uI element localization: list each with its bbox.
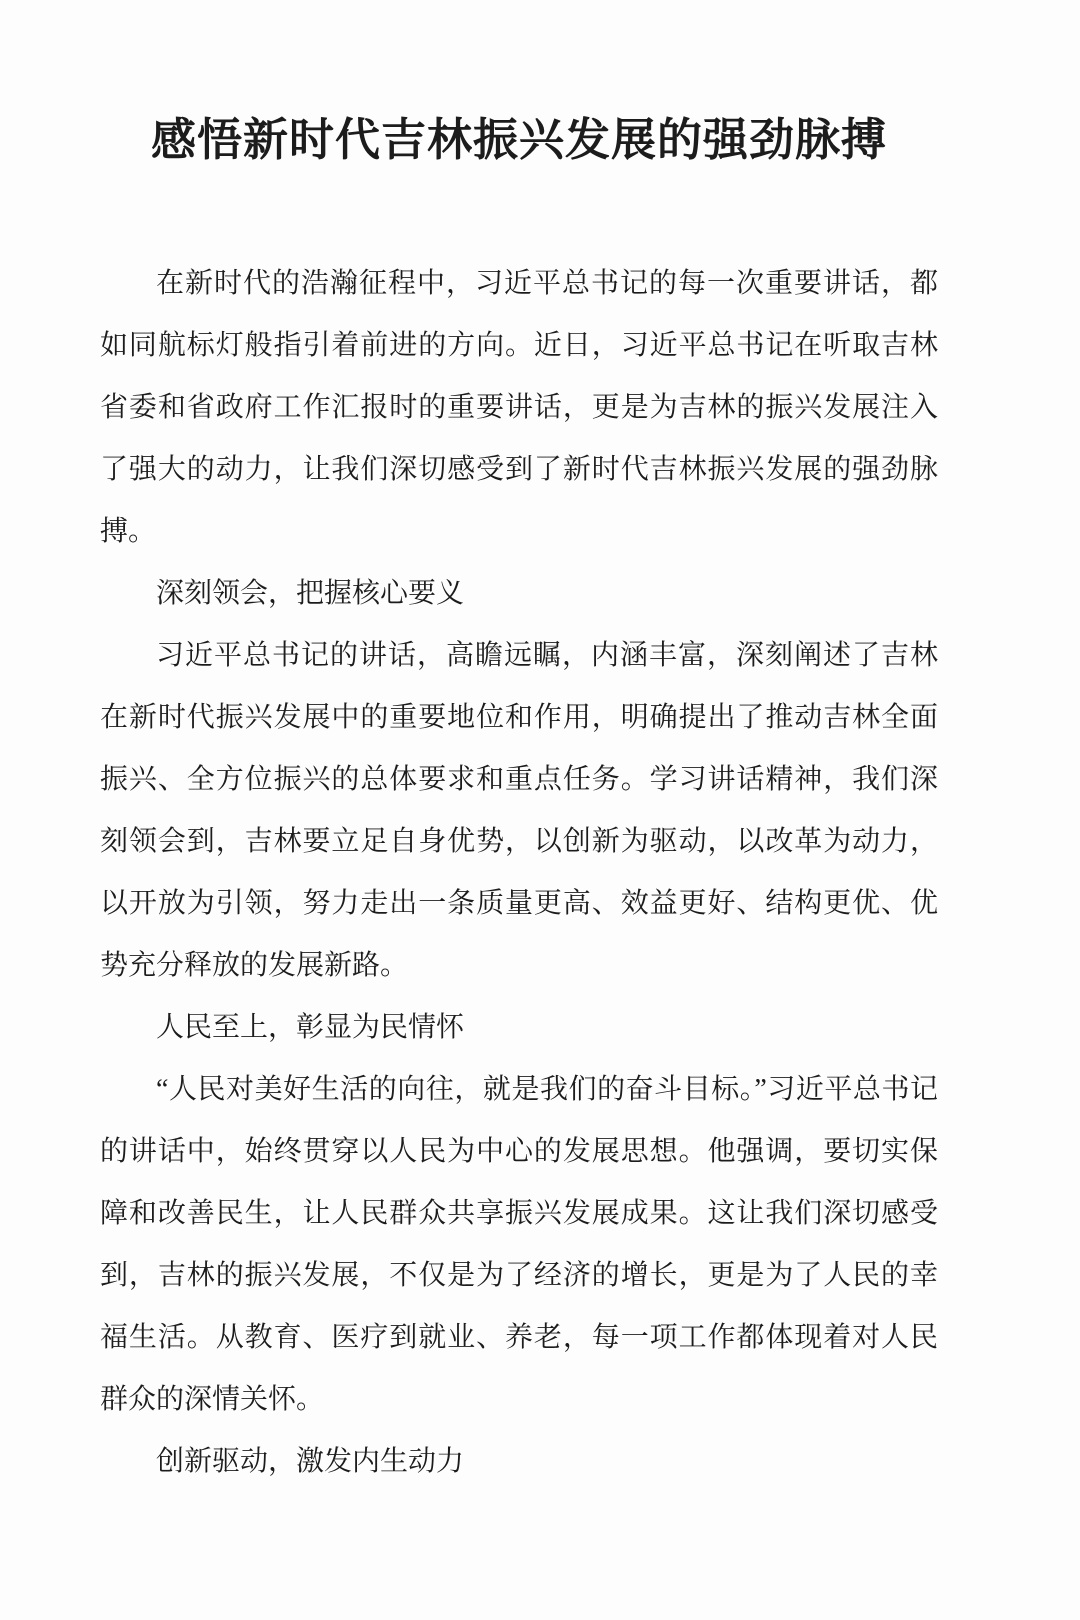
document-body	[100, 253, 938, 1493]
document-title: 感悟新时代吉林振兴发展的强劲脉搏	[150, 115, 887, 165]
body-paragraph-people-first: “人民对美好生活的向往，就是我们的奋斗目标。”习近平总书记的讲话中，始终贯穿以人民为中心的发展思想。他强调，要切实保障和改善民生，让人民群众共享振兴发展成果。这让我们深切感受到，吉林的振兴发展，不仅是为了经济的增长，更是为了人民的幸福生活。从教育、医疗到就业、养老，每一项工作都体现着对人民群众的深情关怀。	[100, 1074, 938, 1415]
section-heading-people-first: 人民至上，彰显为民情怀	[156, 1012, 465, 1043]
body-paragraph-intro: 在新时代的浩瀚征程中，习近平总书记的每一次重要讲话，都如同航标灯般指引着前进的方向。近日，习近平总书记在听取吉林省委和省政府工作汇报时的重要讲话，更是为吉林的振兴发展注入了强大的动力，让我们深切感受到了新时代吉林振兴发展的强劲脉搏。	[100, 268, 938, 547]
body-paragraph-core-essence: 习近平总书记的讲话，高瞻远瞩，内涵丰富，深刻阐述了吉林在新时代振兴发展中的重要地位和作用，明确提出了推动吉林全面振兴、全方位振兴的总体要求和重点任务。学习讲话精神，我们深刻领会到，吉林要立足自身优势，以创新为驱动，以改革为动力，以开放为引领，努力走出一条质量更高、效益更好、结构更优、优势充分释放的发展新路。	[100, 640, 938, 981]
section-heading-innovation-driven: 创新驱动，激发内生动力	[156, 1446, 465, 1477]
section-heading-core-essence: 深刻领会，把握核心要义	[156, 578, 465, 609]
